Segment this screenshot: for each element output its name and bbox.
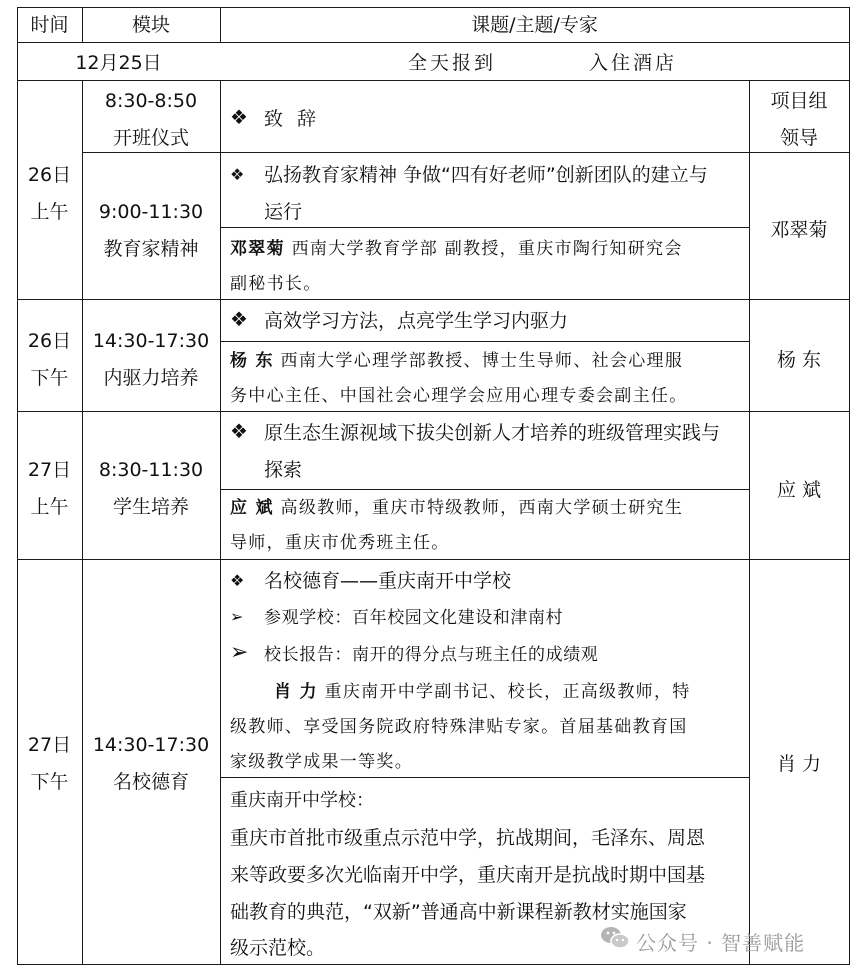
diamond-bullet-icon: ❖: [230, 307, 248, 331]
session-topic: 高效学习方法，点亮学生学习内驱力: [264, 310, 569, 332]
session-time: 14:30-17:30: [92, 330, 210, 352]
day-26-am: 26日: [27, 164, 72, 186]
session-topic-line2: 运行: [264, 201, 303, 223]
diamond-bullet-icon: ❖: [230, 419, 248, 443]
session-module: 学生培养: [112, 496, 189, 518]
speaker-name: 邓翠菊: [770, 219, 828, 241]
day-26-pm: 26日: [27, 330, 72, 352]
session-time: 9:00-11:30: [98, 201, 204, 223]
day-27-pm: 27日: [27, 734, 72, 756]
school-intro-title: 重庆南开中学校：: [230, 790, 374, 811]
report-item: 校长报告：南开的得分点与班主任的成绩观: [264, 645, 599, 665]
session-module: 内驱力培养: [103, 367, 199, 389]
registration-text-hotel: 入住酒店: [589, 52, 678, 74]
period-26-am: 上午: [30, 201, 69, 223]
header-module: 模块: [131, 14, 170, 36]
session-time: 8:30-8:50: [104, 90, 198, 112]
expert-desc: 高级教师，重庆市特级教师，西南大学硕士研究生: [280, 498, 684, 518]
expert-intro-line2: 级教师、享受国务院政府特殊津贴专家。首届基础教育国: [230, 717, 688, 737]
session-topic: 致 辞: [264, 108, 321, 130]
speaker-name: 应 斌: [776, 479, 822, 501]
speaker-name: 肖 力: [776, 753, 822, 775]
speaker-name: 杨 东: [776, 349, 822, 371]
header-time: 时间: [30, 14, 69, 36]
expert-intro-line1: [230, 350, 683, 372]
session-module: 开班仪式: [112, 127, 189, 149]
expert-desc: 西南大学教育学部 副教授，重庆市陶行知研究会: [291, 239, 683, 259]
diamond-bullet-icon: ❖: [230, 165, 245, 184]
speaker-line1: 项目组: [770, 90, 828, 112]
watermark-text: 公众号 · 智善赋能: [636, 931, 806, 955]
day-27-am: 27日: [27, 459, 72, 481]
registration-date: 12月25日: [75, 52, 162, 74]
session-time: 14:30-17:30: [92, 734, 210, 756]
expert-desc: 重庆南开中学副书记、校长，正高级教师，特: [324, 682, 691, 702]
speaker-line2: 领导: [779, 127, 818, 149]
period-27-pm: 下午: [30, 771, 69, 793]
expert-intro-line1: [230, 238, 683, 260]
session-topic-line1: 弘扬教育家精神 争做“四有好老师”创新团队的建立与: [264, 164, 708, 186]
expert-name: 应 斌: [230, 498, 274, 518]
session-topic-line2: 探索: [264, 459, 303, 481]
visit-item: 参观学校：百年校园文化建设和津南村: [264, 608, 564, 628]
expert-intro-line1: [230, 497, 683, 519]
expert-name: 肖 力: [274, 682, 318, 702]
diamond-bullet-icon: ❖: [230, 105, 248, 129]
expert-name: 杨 东: [230, 351, 274, 371]
header-topic: 课题/主题/专家: [471, 14, 598, 36]
session-topic-line1: 原生态生源视域下拔尖创新人才培养的班级管理实践与: [264, 422, 721, 444]
expert-intro-line2: 副秘书长。: [230, 274, 322, 294]
session-module: 教育家精神: [103, 238, 199, 260]
period-26-pm: 下午: [30, 367, 69, 389]
expert-intro-line2: 导师，重庆市优秀班主任。: [230, 533, 450, 553]
arrow-bullet-icon: ➢: [230, 640, 249, 665]
period-27-am: 上午: [30, 496, 69, 518]
expert-name: 邓翠菊: [230, 239, 285, 259]
session-time: 8:30-11:30: [98, 459, 204, 481]
expert-intro-line3: 家级教学成果一等奖。: [230, 752, 413, 772]
expert-desc: 西南大学心理学部教授、博士生导师、社会心理服: [280, 351, 684, 371]
session-topic: 名校德育——重庆南开中学校: [264, 570, 512, 592]
expert-intro-line1: [274, 681, 691, 703]
school-intro-line1: 重庆市首批市级重点示范中学，抗战期间，毛泽东、周恩: [230, 827, 706, 849]
arrow-bullet-icon: ➢: [230, 607, 244, 626]
school-intro-line4: 级示范校。: [230, 937, 326, 959]
registration-text-checkin: 全天报到: [408, 52, 497, 74]
school-intro-line2: 来等政要多次光临南开中学，重庆南开是抗战时期中国基: [230, 864, 706, 886]
expert-intro-line2: 务中心主任、中国社会心理学会应用心理专委会副主任。: [230, 386, 688, 406]
school-intro-line3: 础教育的典范，“双新”普通高中新课程新教材实施国家: [230, 901, 687, 923]
diamond-bullet-icon: ❖: [230, 571, 245, 590]
session-module: 名校德育: [112, 771, 189, 793]
wechat-logo-icon: [600, 925, 630, 951]
